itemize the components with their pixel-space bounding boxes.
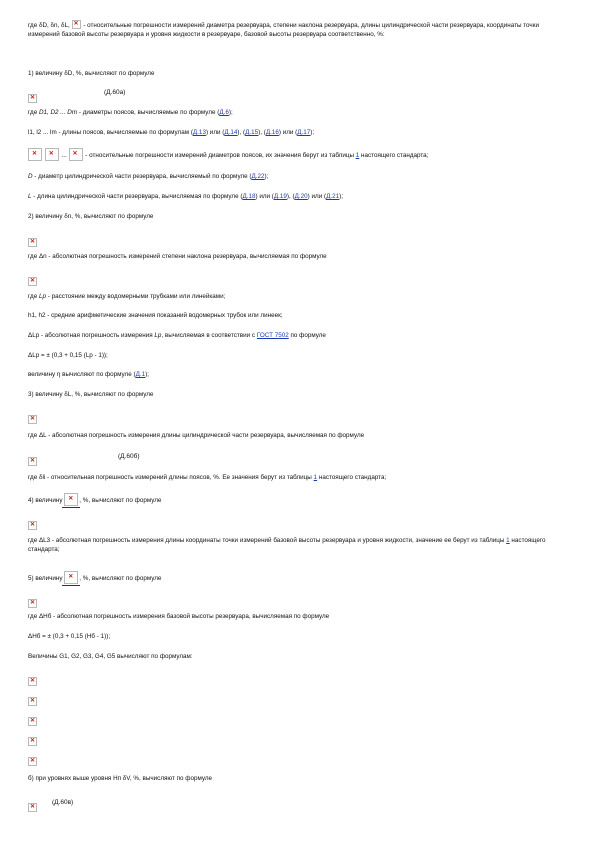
broken-image-icon (28, 717, 37, 726)
g-values-line: Величины G1, G2, G3, G4, G5 вычисляют по формулам: (28, 653, 193, 660)
link-d1[interactable]: Д.1 (135, 371, 146, 378)
abs-error-length: где ΔL - абсолютная погрешность измерения длины цилиндрической части резервуара, вычисляемая по формуле (28, 432, 365, 439)
broken-image-icon (28, 457, 37, 466)
link-d20[interactable]: Д.20 (294, 193, 308, 200)
formula-d60a (28, 88, 38, 106)
formula-dn (28, 232, 38, 250)
item-3: 3) величину δL, %, вычисляют по формуле (28, 391, 154, 398)
formula-g1 (28, 671, 38, 689)
dl3-definition: где ΔL3 - абсолютная погрешность измерения длины координаты точки измерений базовой высоты резервуара и уровня жидкости, значение ее берут из таблицы 1 настоящего стандарта; (28, 537, 546, 553)
link-d18[interactable]: Д.18 (242, 193, 256, 200)
broken-image-icon (28, 803, 37, 812)
formula-abs-tilt (28, 271, 38, 289)
equation-number-d60a: (Д.60а) (104, 89, 126, 96)
link-table-1[interactable]: 1 (506, 537, 510, 544)
formula-item-5 (28, 593, 38, 611)
dhb-formula: ΔHб = ± (0,3 + 0,15 (Hб - 1)); (28, 633, 111, 640)
item-4: 4) величину ✕, %, вычисляют по формуле (28, 493, 161, 507)
link-d22[interactable]: Д.22 (251, 173, 265, 180)
length-definition: L - длина цилиндрической части резервуара, вычисляемая по формуле (Д.18) или (Д.19), (Д.20) или (Д.21); (28, 193, 343, 200)
broken-image-icon (28, 148, 42, 161)
link-table-1[interactable]: 1 (313, 474, 318, 481)
formula-g3 (28, 711, 38, 729)
link-d14[interactable]: Д.14 (224, 129, 238, 136)
link-d13[interactable]: Д.13 (192, 129, 206, 136)
eta-line: величину η вычисляют по формуле (Д.1); (28, 371, 149, 378)
formula-g5 (28, 751, 38, 769)
broken-image-icon (69, 148, 83, 161)
formula-dl (28, 409, 38, 427)
where-diameters: где D1, D2 ... Dm - диаметры поясов, вычисляемые по формуле (Д.6); (28, 109, 233, 116)
paragraph-relative-errors: где δD, δn, δL, ✕ - относительные погрешности измерений диаметра резервуара, степени наклона резервуара, длины цилиндрической части резервуара, координаты точки измерений базовой высоты резервуара и уровня жидкости в резервуаре, базовой высоты резервуара соответственно, %: (28, 20, 568, 39)
formula-item-4 (28, 515, 38, 533)
equation-number-d60v: (Д.60в) (52, 799, 74, 806)
broken-image-icon (28, 238, 37, 247)
abs-error-base-height: где ΔHб - абсолютная погрешность измерения базовой высоты резервуара, вычисляемая по формуле (28, 613, 330, 620)
link-d16[interactable]: Д.16 (265, 129, 279, 136)
link-d6[interactable]: Д.6 (219, 109, 229, 116)
broken-image-icon (45, 148, 59, 161)
item-b: б) при уровнях выше уровня Hп δV, %, вычисляют по формуле (28, 775, 213, 782)
broken-image-icon (28, 737, 37, 746)
dli-definition: где δli - относительная погрешность измерений длины поясов, %. Ее значения берут из таблицы 1 настоящего стандарта; (28, 474, 387, 481)
item-5: 5) величину ✕, %, вычисляют по формуле (28, 571, 161, 585)
broken-image-icon (28, 677, 37, 686)
dlp-formula: ΔLp = ± (0,3 + 0,15 (Lp - 1)); (28, 352, 108, 359)
broken-image-icon (28, 415, 37, 424)
diameter-definition: D - диаметр цилиндрической части резервуара, вычисляемый по формуле (Д.22); (28, 173, 269, 180)
link-d15[interactable]: Д.15 (245, 129, 259, 136)
belt-lengths: l1, l2 ... lm - длины поясов, вычисляемые по формулам (Д.13) или (Д.14), (Д.15), (Д.16) или (Д.17); (28, 129, 315, 136)
lp-definition: где Lp - расстояние между водомерными трубками или линейками; (28, 293, 226, 300)
item-1: 1) величину δD, %, вычисляют по формуле (28, 70, 155, 77)
formula-d60b (28, 451, 38, 469)
broken-image-icon (28, 521, 37, 530)
item-2: 2) величину δn, %, вычисляют по формуле (28, 213, 154, 220)
link-table-1[interactable]: 1 (355, 152, 360, 159)
link-gost-7502[interactable]: ГОСТ 7502 (256, 332, 289, 339)
formula-g4 (28, 731, 38, 749)
h-definition: h1, h2 - средние арифметические значения показаний водомерных трубок или линеек; (28, 312, 283, 319)
broken-image-icon (28, 277, 37, 286)
broken-image-icon (28, 757, 37, 766)
broken-image-icon (28, 599, 37, 608)
link-d21[interactable]: Д.21 (326, 193, 340, 200)
broken-image-icon (28, 697, 37, 706)
broken-image-icon (64, 493, 78, 506)
formula-g2 (28, 691, 38, 709)
abs-error-tilt: где Δn - абсолютная погрешность измерений степени наклона резервуара, вычисляемая по формуле (28, 253, 327, 260)
broken-image-icon (64, 571, 78, 584)
formula-d60v (28, 797, 38, 815)
broken-image-icon (72, 20, 81, 29)
equation-number-d60b: (Д.60б) (118, 453, 140, 460)
relative-errors-diameters: ✕ ✕ ... ✕ - относительные погрешности измерений диаметров поясов, их значения берут из таблицы 1 настоящего стандарта; (28, 148, 428, 162)
link-d19[interactable]: Д.19 (273, 193, 287, 200)
link-d17[interactable]: Д.17 (297, 129, 311, 136)
dlp-definition: ΔLp - абсолютная погрешность измерения Lp, вычисляемая в соответствии с ГОСТ 7502 по формуле (28, 332, 326, 339)
broken-image-icon (28, 94, 37, 103)
